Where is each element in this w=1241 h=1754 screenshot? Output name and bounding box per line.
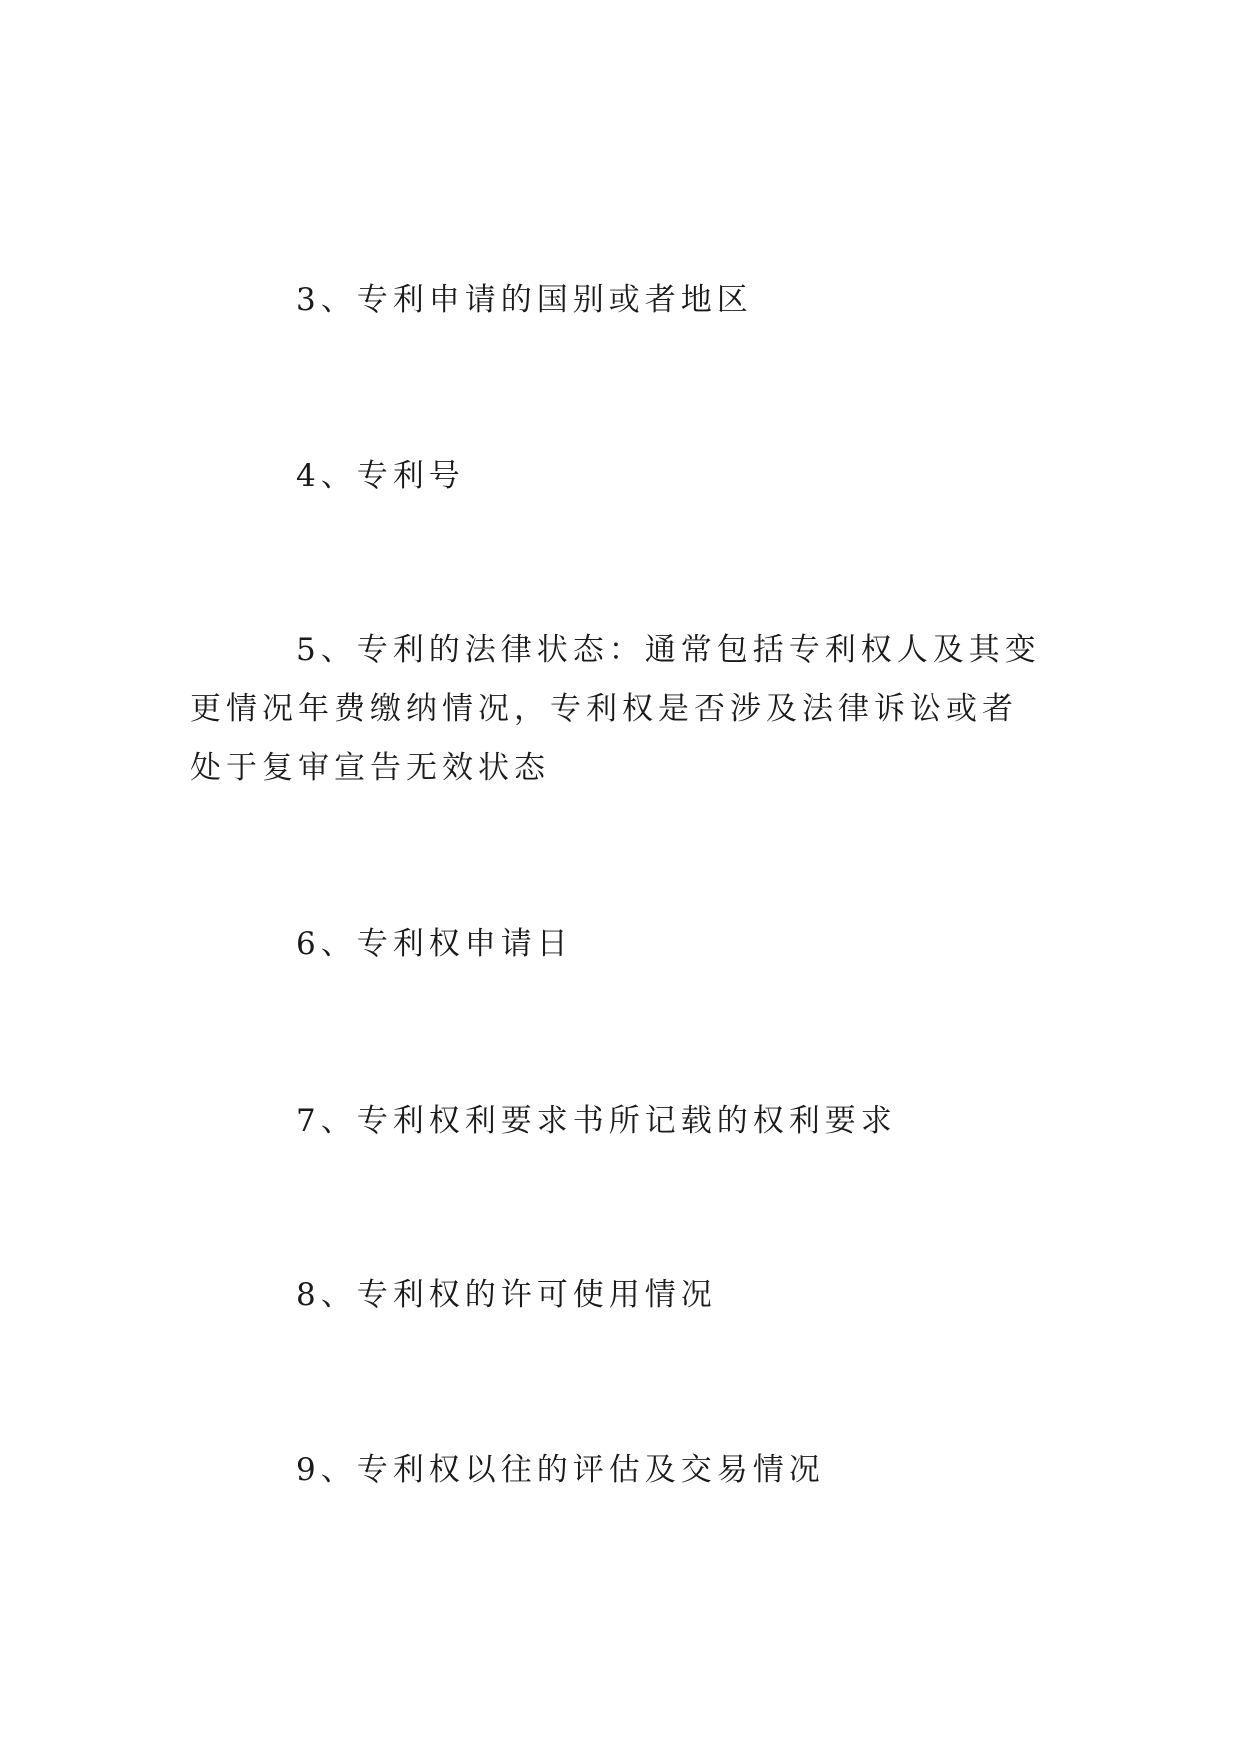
- list-item-application-date: 6、专利权申请日: [296, 926, 573, 962]
- list-item-claims: 7、专利权利要求书所记载的权利要求: [296, 1103, 897, 1139]
- list-item-valuation-history: 9、专利权以往的评估及交易情况: [296, 1452, 825, 1488]
- list-item-legal-status: 5、专利的法律状态：通常包括专利权人及其变更情况年费缴纳情况，专利权是否涉及法律诉讼或者处于复审宣告无效状态: [190, 632, 1041, 786]
- list-item-licensing: 8、专利权的许可使用情况: [296, 1277, 717, 1313]
- list-item-country-or-region: 3、专利申请的国别或者地区: [296, 282, 753, 318]
- list-item-patent-number: 4、专利号: [296, 458, 465, 494]
